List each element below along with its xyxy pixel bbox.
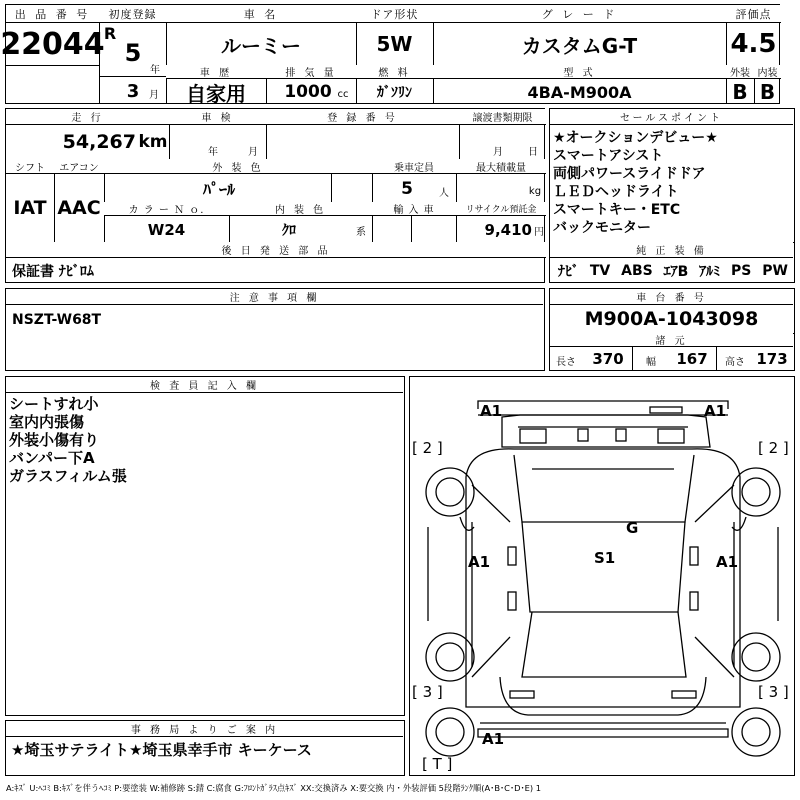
- aircon: AAC: [57, 197, 101, 219]
- width: 167: [676, 350, 708, 368]
- month-unit: 月: [149, 89, 159, 101]
- car-name: ルーミー: [221, 33, 301, 58]
- mark-roof-s: S1: [594, 549, 616, 567]
- car-outline: [410, 377, 793, 774]
- chassis-label: 車 台 番 号: [550, 289, 793, 305]
- displacement-unit: cc: [337, 88, 349, 100]
- max-load-label: 最大積載量: [456, 159, 546, 174]
- interior-grade: B: [759, 80, 776, 104]
- followup: 保証書 ﾅﾋﾞﾛﾑ: [12, 264, 94, 280]
- model-code-label: 型 式: [433, 65, 726, 79]
- mileage: 54,267: [62, 131, 136, 153]
- inspector-note-line: 室内内張傷: [9, 413, 85, 431]
- registration-label: 登 録 番 号: [266, 109, 459, 125]
- width-label: 幅: [646, 356, 656, 368]
- lot-label: 出 品 番 号: [6, 5, 99, 23]
- year-unit: 年: [150, 64, 160, 76]
- mileage-unit: km: [138, 132, 168, 152]
- capacity: 5: [401, 178, 413, 199]
- equipment-item: PS: [731, 263, 752, 279]
- shift: IAT: [13, 197, 47, 219]
- grade: カスタムG-T: [521, 33, 638, 58]
- interior-color: ｸﾛ: [282, 222, 296, 239]
- door-label: ドア形状: [356, 5, 433, 23]
- history: 自家用: [186, 81, 246, 106]
- inspector-note-line: 外装小傷有り: [9, 431, 100, 449]
- era-mark: R: [103, 23, 117, 43]
- fuel-label: 燃 料: [356, 65, 433, 79]
- equipment-item: ｴｱB: [663, 264, 689, 280]
- color: ﾊﾟｰﾙ: [202, 180, 235, 199]
- lot-number: 22044: [0, 26, 105, 62]
- inspector-note-line: シートすれ小: [9, 395, 99, 413]
- mark-roof: G: [626, 519, 639, 537]
- chassis-block: [549, 288, 795, 371]
- inspector-note-line: ガラスフィルム張: [9, 467, 127, 485]
- sales-point-item: 両側パワースライドドア: [553, 166, 706, 182]
- max-load-unit: kg: [528, 185, 542, 197]
- sales-point-item: スマートキー・ETC: [553, 202, 681, 218]
- recycle-unit: 円: [534, 226, 544, 238]
- model-code: 4BA-M900A: [527, 82, 632, 102]
- details-block: [5, 108, 545, 283]
- equipment-list: [558, 259, 788, 283]
- tire-front-left: [ 2 ]: [412, 439, 443, 457]
- tire-front-right: [ 2 ]: [758, 439, 789, 457]
- color-no: W24: [147, 220, 186, 239]
- sales-point-item: ★オークションデビュー★: [553, 130, 718, 146]
- inspector-note-line: バンパー下A: [9, 449, 95, 467]
- displacement: 1000: [284, 82, 332, 102]
- notes-label: 注 意 事 項 欄: [6, 289, 543, 305]
- mark-left-door: A1: [468, 553, 491, 571]
- equipment-label: 純 正 装 備: [550, 242, 793, 258]
- sales-points-label: セールスポイント: [550, 109, 793, 125]
- history-label: 車 歴: [166, 65, 266, 79]
- office-note: ★埼玉サテライト★埼玉県幸手市 キーケース: [11, 740, 312, 759]
- tire-rear-right: [ 3 ]: [758, 683, 789, 701]
- legend: A:ｷｽﾞ U:ﾍｺﾐ B:ｷｽﾞを伴うﾍｺﾐ P:要塗装 W:補修跡 S:錆 C:腐食 G:ﾌﾛﾝﾄｶﾞﾗｽ点ｷｽﾞ XX:交換済み X:要交換 内・外装評価 5段階ﾗﾝｸ順(A･B･C･D･E) 1: [6, 783, 542, 793]
- mark-right-door: A1: [716, 553, 739, 571]
- recycle: 9,410: [484, 220, 532, 239]
- fuel: ｶﾞｿﾘﾝ: [377, 85, 412, 101]
- grade-label: グ レ ー ド: [433, 5, 726, 23]
- recycle-label: リサイクル預託金: [456, 202, 546, 216]
- specs-label: 諸 元: [550, 333, 793, 347]
- inspector-label: 検 査 員 記 入 欄: [6, 377, 403, 393]
- interior-grade-label: 内装: [754, 65, 781, 79]
- notes: NSZT-W68T: [12, 312, 102, 328]
- height-label: 高さ: [725, 356, 745, 368]
- capacity-unit: 人: [439, 187, 449, 199]
- color-no-label: カ ラ ー Ｎ ｏ.: [104, 202, 229, 216]
- inspection-year-unit: 年: [208, 146, 218, 158]
- transfer-day-unit: 日: [528, 146, 538, 158]
- exterior-grade-label: 外装: [726, 65, 754, 79]
- color-label: 外 装 色: [104, 159, 372, 174]
- mark-front-right: A1: [704, 402, 727, 420]
- sales-point-item: スマートアシスト: [553, 148, 664, 164]
- header-block: [0, 4, 780, 106]
- sales-points-list: [553, 129, 718, 237]
- aircon-label: エアコン: [54, 159, 104, 174]
- length: 370: [592, 350, 624, 368]
- mark-front-left: A1: [480, 402, 503, 420]
- followup-label: 後 日 発 送 部 品: [6, 242, 546, 258]
- equipment-item: ﾅﾋﾞ: [558, 264, 579, 280]
- score: 4.5: [730, 29, 777, 59]
- height: 173: [756, 350, 788, 368]
- door-type: 5W: [376, 32, 413, 56]
- transfer-month-unit: 月: [493, 146, 503, 158]
- mileage-label: 走 行: [6, 109, 169, 125]
- inspection-month-unit: 月: [248, 146, 258, 158]
- equipment-item: ABS: [621, 263, 653, 279]
- import-label: 輸 入 車: [372, 202, 456, 216]
- chassis-number: M900A-1043098: [584, 308, 759, 330]
- mark-rear: A1: [482, 730, 505, 748]
- transfer-label: 譲渡書類期限: [459, 109, 546, 125]
- shift-label: シフト: [6, 159, 54, 174]
- inspector-block: [5, 376, 405, 716]
- sales-point-item: ＬＥＤヘッドライト: [553, 184, 679, 200]
- inspector-notes: [9, 395, 127, 485]
- tire-rear-left: [ 3 ]: [412, 683, 443, 701]
- office-label: 事 務 局 よ り ご 案 内: [6, 721, 403, 737]
- interior-color-label: 内 装 色: [229, 202, 372, 216]
- sales-points-block: [549, 108, 795, 283]
- exterior-grade: B: [732, 80, 748, 104]
- car-name-label: 車 名: [166, 5, 356, 23]
- first-reg-month: 3: [126, 80, 140, 102]
- capacity-label: 乗車定員: [372, 159, 456, 174]
- equipment-item: ｱﾙﾐ: [699, 264, 721, 280]
- score-label: 評価点: [726, 5, 781, 23]
- tire-spare: [ T ]: [422, 755, 453, 773]
- equipment-item: PW: [762, 263, 788, 279]
- interior-color-unit: 系: [356, 226, 366, 238]
- first-reg-label: 初度登録: [99, 5, 166, 23]
- displacement-label: 排 気 量: [266, 65, 356, 79]
- inspection-label: 車 検: [169, 109, 266, 125]
- equipment-item: TV: [589, 263, 611, 279]
- sales-point-item: バックモニター: [553, 220, 651, 236]
- car-diagram: [409, 376, 795, 776]
- office-block: [5, 720, 405, 776]
- first-reg-year: 5: [124, 39, 142, 67]
- notes-block: [5, 288, 545, 371]
- length-label: 長さ: [556, 356, 576, 368]
